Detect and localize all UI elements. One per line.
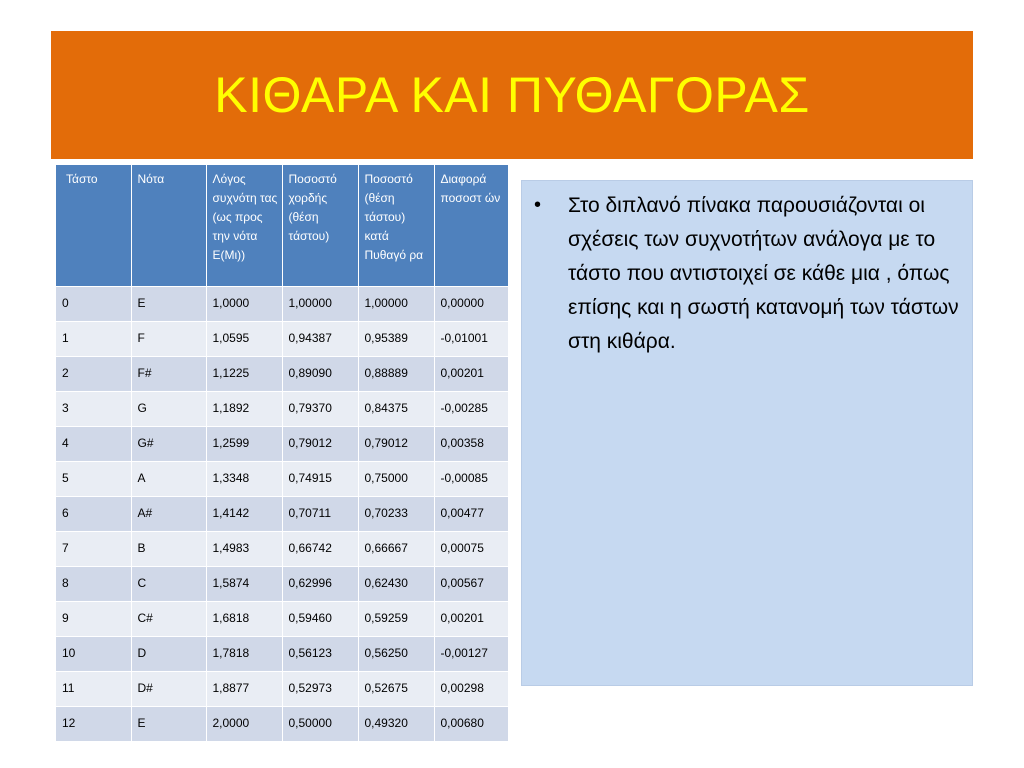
cell-note: F#: [131, 356, 206, 391]
cell-fret: 1: [56, 321, 131, 356]
cell-frequency-ratio: 1,4142: [206, 496, 282, 531]
cell-percentage-difference: 0,00680: [434, 706, 508, 741]
cell-percentage-difference: 0,00000: [434, 286, 508, 321]
cell-pythagorean-percentage: 0,88889: [358, 356, 434, 391]
table-row: [56, 286, 508, 321]
header-row: [56, 165, 508, 286]
cell-percentage-difference: 0,00477: [434, 496, 508, 531]
cell-fret: 10: [56, 636, 131, 671]
cell-string-percentage: 0,52973: [282, 671, 358, 706]
cell-fret: 4: [56, 426, 131, 461]
cell-string-percentage: 0,79370: [282, 391, 358, 426]
cell-frequency-ratio: 1,7818: [206, 636, 282, 671]
table-row: [56, 496, 508, 531]
cell-frequency-ratio: 1,4983: [206, 531, 282, 566]
cell-string-percentage: 0,70711: [282, 496, 358, 531]
header-note: Νότα: [131, 165, 206, 286]
cell-percentage-difference: -0,00127: [434, 636, 508, 671]
bullet-icon: •: [534, 194, 542, 216]
table-row: [56, 601, 508, 636]
cell-string-percentage: 0,66742: [282, 531, 358, 566]
cell-note: G#: [131, 426, 206, 461]
cell-pythagorean-percentage: 0,66667: [358, 531, 434, 566]
cell-note: C#: [131, 601, 206, 636]
cell-pythagorean-percentage: 0,56250: [358, 636, 434, 671]
cell-pythagorean-percentage: 0,75000: [358, 461, 434, 496]
bullet-text: Στο διπλανό πίνακα παρουσιάζονται οι σχέσεις των συχνοτήτων ανάλογα με το τάστο που αντιστοιχεί σε κάθε μια , όπως επίσης και η σωστή κατανομή των τάστων στη κιθάρα.: [568, 194, 959, 353]
cell-percentage-difference: 0,00567: [434, 566, 508, 601]
cell-note: A: [131, 461, 206, 496]
cell-fret: 5: [56, 461, 131, 496]
fret-table-container: [56, 165, 508, 741]
cell-string-percentage: 0,50000: [282, 706, 358, 741]
table-row: [56, 461, 508, 496]
cell-percentage-difference: 0,00201: [434, 601, 508, 636]
cell-note: A#: [131, 496, 206, 531]
cell-frequency-ratio: 1,3348: [206, 461, 282, 496]
table-row: [56, 321, 508, 356]
cell-fret: 6: [56, 496, 131, 531]
cell-pythagorean-percentage: 0,84375: [358, 391, 434, 426]
cell-note: B: [131, 531, 206, 566]
table-row: [56, 566, 508, 601]
cell-pythagorean-percentage: 0,79012: [358, 426, 434, 461]
table-row: [56, 636, 508, 671]
header-fret: Τάστο: [56, 165, 131, 286]
cell-fret: 2: [56, 356, 131, 391]
header-percentage-difference: Διαφορά ποσοστ ών: [434, 165, 508, 286]
cell-percentage-difference: 0,00201: [434, 356, 508, 391]
cell-frequency-ratio: 1,0595: [206, 321, 282, 356]
cell-note: E: [131, 706, 206, 741]
cell-percentage-difference: 0,00358: [434, 426, 508, 461]
cell-note: F: [131, 321, 206, 356]
table-row: [56, 356, 508, 391]
cell-string-percentage: 1,00000: [282, 286, 358, 321]
cell-pythagorean-percentage: 0,95389: [358, 321, 434, 356]
cell-string-percentage: 0,62996: [282, 566, 358, 601]
cell-string-percentage: 0,56123: [282, 636, 358, 671]
cell-note: E: [131, 286, 206, 321]
table-header: [56, 165, 508, 286]
cell-fret: 3: [56, 391, 131, 426]
cell-frequency-ratio: 1,1225: [206, 356, 282, 391]
header-pythagorean-percentage: Ποσοστό (θέση τάστου) κατά Πυθαγό ρα: [358, 165, 434, 286]
bullet-item: [532, 189, 968, 359]
cell-fret: 11: [56, 671, 131, 706]
cell-pythagorean-percentage: 0,62430: [358, 566, 434, 601]
table-row: [56, 706, 508, 741]
description-box: [521, 180, 973, 686]
fret-table: [56, 165, 509, 741]
cell-pythagorean-percentage: 0,52675: [358, 671, 434, 706]
title-bar: [51, 31, 973, 159]
cell-frequency-ratio: 1,1892: [206, 391, 282, 426]
cell-string-percentage: 0,89090: [282, 356, 358, 391]
table-row: [56, 671, 508, 706]
cell-fret: 8: [56, 566, 131, 601]
cell-frequency-ratio: 1,5874: [206, 566, 282, 601]
cell-string-percentage: 0,59460: [282, 601, 358, 636]
cell-percentage-difference: -0,00285: [434, 391, 508, 426]
cell-percentage-difference: -0,01001: [434, 321, 508, 356]
cell-percentage-difference: -0,00085: [434, 461, 508, 496]
header-string-percentage: Ποσοστό χορδής (θέση τάστου): [282, 165, 358, 286]
slide-title: ΚΙΘΑΡΑ ΚΑΙ ΠΥΘΑΓΟΡΑΣ: [214, 67, 810, 123]
cell-note: D: [131, 636, 206, 671]
table-row: [56, 391, 508, 426]
cell-fret: 7: [56, 531, 131, 566]
header-frequency-ratio: Λόγος συχνότη τας (ως προς την νότα Ε(Μι)): [206, 165, 282, 286]
cell-fret: 12: [56, 706, 131, 741]
table-body: [56, 286, 508, 741]
table-row: [56, 426, 508, 461]
cell-fret: 0: [56, 286, 131, 321]
table-row: [56, 531, 508, 566]
cell-frequency-ratio: 2,0000: [206, 706, 282, 741]
cell-pythagorean-percentage: 1,00000: [358, 286, 434, 321]
cell-percentage-difference: 0,00075: [434, 531, 508, 566]
cell-frequency-ratio: 1,0000: [206, 286, 282, 321]
cell-fret: 9: [56, 601, 131, 636]
cell-note: C: [131, 566, 206, 601]
cell-note: D#: [131, 671, 206, 706]
cell-frequency-ratio: 1,8877: [206, 671, 282, 706]
cell-string-percentage: 0,74915: [282, 461, 358, 496]
cell-frequency-ratio: 1,6818: [206, 601, 282, 636]
cell-string-percentage: 0,94387: [282, 321, 358, 356]
cell-percentage-difference: 0,00298: [434, 671, 508, 706]
cell-string-percentage: 0,79012: [282, 426, 358, 461]
cell-pythagorean-percentage: 0,70233: [358, 496, 434, 531]
cell-pythagorean-percentage: 0,49320: [358, 706, 434, 741]
cell-note: G: [131, 391, 206, 426]
cell-frequency-ratio: 1,2599: [206, 426, 282, 461]
cell-pythagorean-percentage: 0,59259: [358, 601, 434, 636]
